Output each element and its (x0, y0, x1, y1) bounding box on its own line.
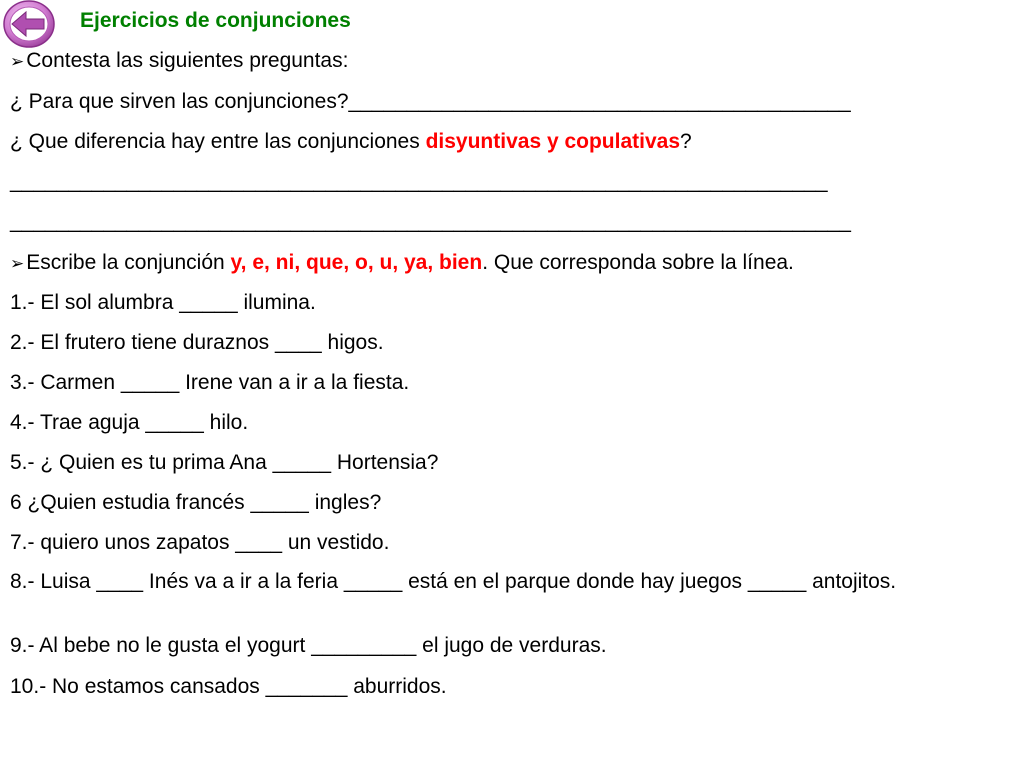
section2-instruction-suffix: . Que corresponda sobre la línea. (482, 251, 794, 274)
exercise-item: 1.- El sol alumbra _____ ilumina. (10, 291, 316, 314)
exercise-item: 5.- ¿ Quien es tu prima Ana _____ Hortensia? (10, 451, 439, 474)
section1-instruction-text: Contesta las siguientes preguntas: (26, 49, 349, 72)
question-2-prefix: ¿ Que diferencia hay entre las conjunciones (10, 130, 426, 153)
exercise-item: 7.- quiero unos zapatos ____ un vestido. (10, 531, 390, 554)
exercise-item: 4.- Trae aguja _____ hilo. (10, 411, 249, 434)
question-2 (10, 130, 692, 154)
exercise-item: 8.- Luisa ____ Inés va a ir a la feria _____ está en el parque donde hay juegos _____ antojitos. (10, 570, 897, 593)
exercise-item: 9.- Al bebe no le gusta el yogurt _________ el jugo de verduras. (10, 634, 607, 657)
page-title: Ejercicios de conjunciones (80, 9, 351, 32)
question-2-suffix: ? (680, 130, 692, 153)
answer-line-1: ______________________________________________________________________ (10, 170, 828, 193)
arrow-bullet-icon: ➢ (10, 52, 25, 71)
section2-instruction-highlight: y, e, ni, que, o, u, ya, bien (230, 251, 483, 274)
section1-instruction (10, 49, 348, 74)
exercise-item: 3.- Carmen _____ Irene van a ir a la fiesta. (10, 371, 410, 394)
back-button[interactable] (2, 0, 56, 48)
exercise-item: 2.- El frutero tiene duraznos ____ higos. (10, 331, 384, 354)
exercise-item: 6 ¿Quien estudia francés _____ ingles? (10, 491, 382, 514)
left-arrow-icon (2, 0, 56, 48)
question-1: ¿ Para que sirven las conjunciones?___________________________________________ (10, 90, 851, 113)
question-2-highlight: disyuntivas y copulativas (425, 130, 681, 153)
section2-instruction-prefix: Escribe la conjunción (26, 251, 231, 274)
answer-line-2: ________________________________________________________________________ (10, 210, 851, 233)
section2-instruction (10, 251, 794, 276)
arrow-bullet-icon: ➢ (10, 254, 25, 273)
exercise-item: 10.- No estamos cansados _______ aburridos. (10, 675, 447, 698)
